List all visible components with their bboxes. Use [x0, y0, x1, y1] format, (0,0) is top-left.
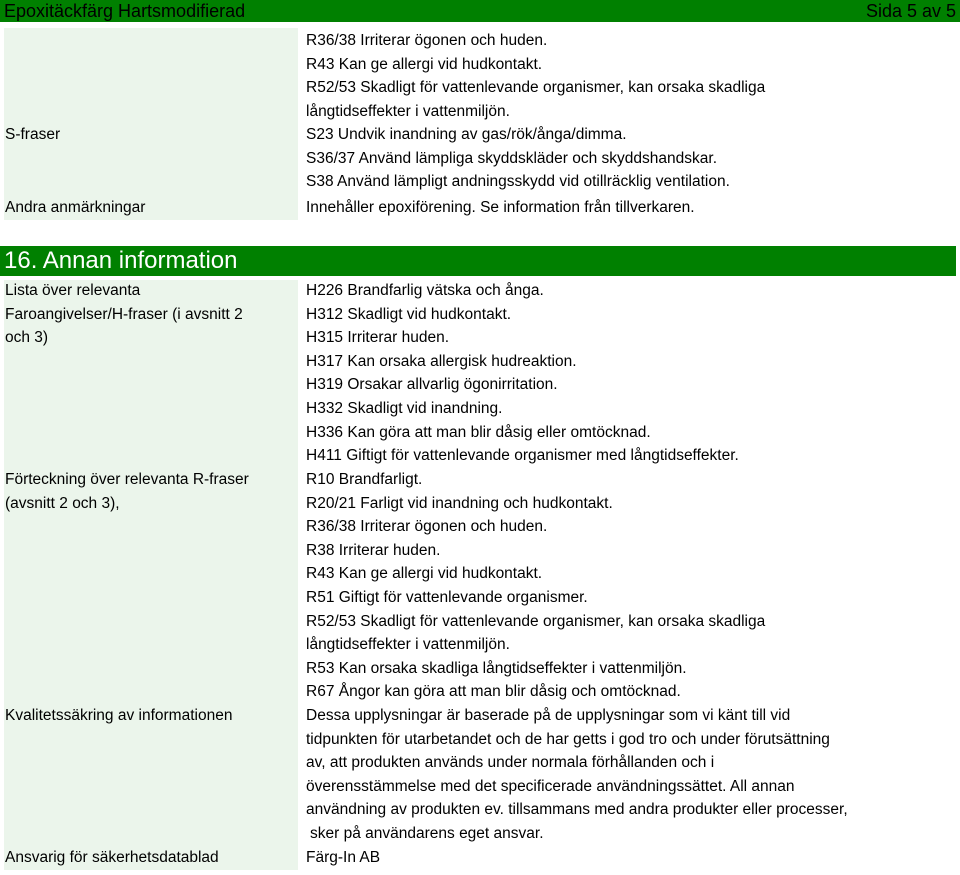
list-item: H226 Brandfarlig vätska och ånga.	[306, 282, 544, 299]
list-item: R36/38 Irriterar ögonen och huden.	[306, 518, 548, 536]
list-item: R43 Kan ge allergi vid hudkontakt.	[306, 55, 543, 73]
h-phrases-label: Lista över relevanta Faroangivelser/H-fraser (i avsnitt 2 och 3)	[5, 282, 243, 347]
list-item: R52/53 Skadligt för vattenlevande organismer, kan orsaka skadliga	[306, 612, 766, 630]
remarks-text: Innehåller epoxiförening. Se information från tillverkaren.	[306, 199, 695, 216]
list-item: R36/38 Irriterar ögonen och huden.	[306, 32, 548, 49]
section-title: 16. Annan information	[4, 247, 238, 274]
section-16-heading	[0, 246, 956, 276]
list-item: H336 Kan göra att man blir dåsig eller omtöcknad.	[306, 423, 651, 441]
list-item: R53 Kan orsaka skadliga långtidseffekter i vattenmiljön.	[306, 659, 687, 677]
s-phrases-label: S-fraser	[5, 126, 61, 143]
s-phrases-list	[306, 123, 730, 194]
list-item: R10 Brandfarligt.	[306, 471, 423, 488]
list-item: långtidseffekter i vattenmiljön.	[306, 636, 510, 654]
quality-text: Dessa upplysningar är baserade på de upplysningar som vi känt till vid tidpunkten för utarbetandet och de har getts i god tro och under förutsättning av, att produkten används under normala förhållanden och i överensstämmelse med det specificerade användningssättet. All annan användning av produkten ev. tillsammans med andra produkter eller processer, sker på användarens eget ansvar.	[306, 707, 848, 842]
list-item: R43 Kan ge allergi vid hudkontakt.	[306, 565, 543, 583]
list-item: R52/53 Skadligt för vattenlevande organismer, kan orsaka skadliga	[306, 79, 766, 97]
list-item: H332 Skadligt vid inandning.	[306, 399, 503, 417]
list-item: R51 Giftigt för vattenlevande organismer.	[306, 588, 588, 606]
list-item: H317 Kan orsaka allergisk hudreaktion.	[306, 352, 577, 370]
left-label-panel-section16	[4, 280, 298, 870]
list-item: S36/37 Använd lämpliga skyddskläder och skyddshandskar.	[306, 149, 717, 167]
product-title: Epoxitäckfärg Hartsmodifierad	[4, 1, 246, 21]
document-header	[0, 0, 960, 22]
r-phrases-label: Förteckning över relevanta R-fraser (avsnitt 2 och 3),	[5, 471, 249, 512]
list-item: H312 Skadligt vid hudkontakt.	[306, 305, 512, 323]
h-phrases-list	[306, 279, 739, 468]
remarks-label: Andra anmärkningar	[5, 199, 146, 216]
page-number: Sida 5 av 5	[865, 1, 956, 21]
responsible-label: Ansvarig för säkerhetsdatablad	[5, 849, 219, 866]
list-item: S38 Använd lämpligt andningsskydd vid otillräcklig ventilation.	[306, 173, 730, 191]
list-item: långtidseffekter i vattenmiljön.	[306, 102, 510, 120]
list-item: R38 Irriterar huden.	[306, 541, 441, 559]
responsible-value: Färg-In AB	[306, 849, 381, 866]
list-item: H411 Giftigt för vattenlevande organismer med långtidseffekter.	[306, 447, 739, 465]
quality-label: Kvalitetssäkring av informationen	[5, 707, 233, 724]
r-phrases-list	[306, 468, 765, 704]
list-item: S23 Undvik inandning av gas/rök/ånga/dimma.	[306, 126, 627, 143]
r-phrases-continued	[306, 29, 765, 123]
list-item: H315 Irriterar huden.	[306, 329, 450, 347]
list-item: R20/21 Farligt vid inandning och hudkontakt.	[306, 494, 613, 512]
list-item: R67 Ångor kan göra att man blir dåsig och omtöcknad.	[306, 683, 681, 701]
list-item: H319 Orsakar allvarlig ögonirritation.	[306, 376, 558, 394]
